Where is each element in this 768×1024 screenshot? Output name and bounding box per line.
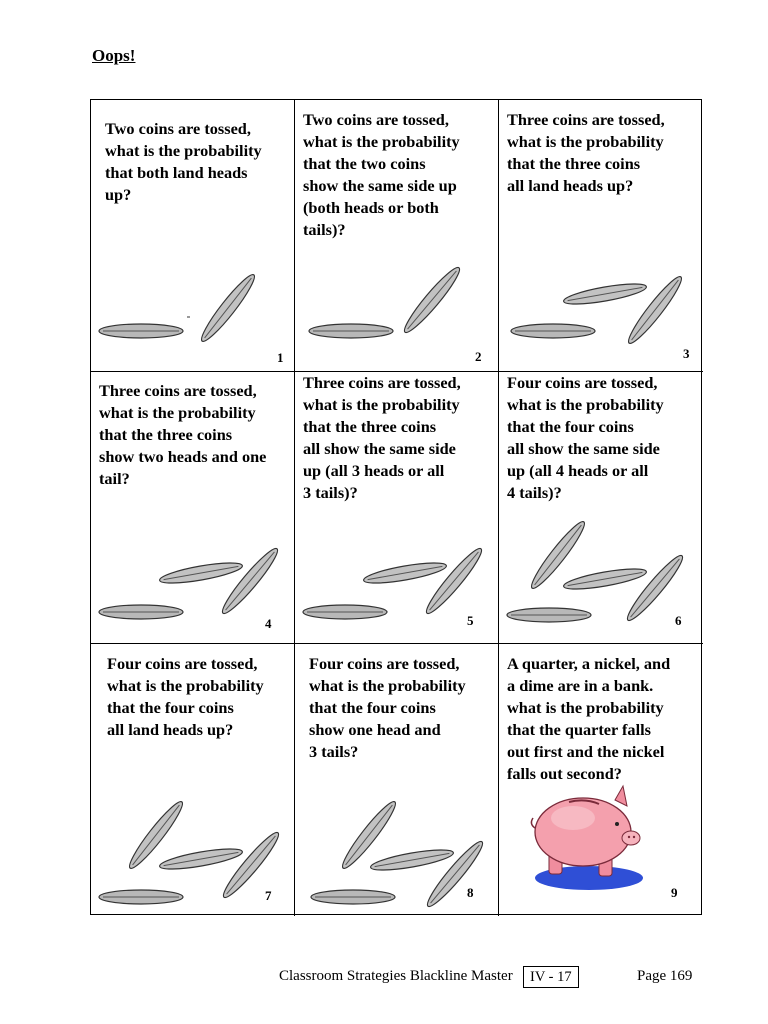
flat-coin [99,890,183,904]
tilted-coin [362,559,447,587]
tilted-coin [562,565,647,593]
tilted-coin [562,280,647,308]
card-4 [91,372,295,644]
footer-series: Classroom Strategies Blackline Master [279,968,513,984]
card-8 [295,644,499,916]
footer-code: IV - 17 [523,966,579,988]
flat-coin [311,890,395,904]
flat-coin [511,324,595,338]
card-3 [499,100,703,372]
flat-coin [99,605,183,619]
card-number: 9 [671,885,678,900]
tilted-coin [197,272,260,345]
card-question: A quarter, a nickel, and a dime are in a bank. what is the probability that the quarter falls out first and the nickel falls out second? [507,654,671,783]
coins-illustration [301,262,481,352]
card-question: Two coins are tossed, what is the probability that both land heads up? [105,119,262,204]
card-1 [91,100,295,372]
coins-illustration [95,542,285,632]
card-number: 6 [675,613,682,628]
card-question: Three coins are tossed, what is the probability that the three coins all land heads up? [507,110,665,195]
card-number: 4 [265,616,272,631]
tilted-coin [423,837,488,910]
coins-illustration [505,272,695,352]
tilted-coin [158,845,243,873]
card-question: Four coins are tossed, what is the probability that the four coins show one head and 3 tails? [309,654,466,761]
card-number: 7 [265,888,272,903]
card-6 [499,372,703,644]
card-7 [91,644,295,916]
card-number: 2 [475,349,482,364]
card-question: Four coins are tossed, what is the probability that the four coins all show the same side up (all 4 heads or all 4 tails)? [507,373,664,502]
tilted-coin [400,263,465,336]
flat-coin [309,324,393,338]
coins-illustration [95,272,275,352]
tilted-coin [422,544,487,617]
card-question: Three coins are tossed, what is the probability that the three coins all show the same side up (all 3 heads or all 3 tails)? [303,373,461,502]
page-title: Oops! [92,46,136,65]
card-grid [90,99,702,915]
flat-coin [507,608,591,622]
card-question: Two coins are tossed, what is the probability that the two coins show the same side up (both heads or both tails)? [303,110,460,239]
card-number: 8 [467,885,474,900]
tilted-coin [369,846,454,874]
card-2 [295,100,499,372]
card-question: Four coins are tossed, what is the probability that the four coins all land heads up? [107,654,264,739]
flat-coin [303,605,387,619]
tilted-coin [218,544,283,617]
card-question: Three coins are tossed, what is the probability that the three coins show two heads and one tail? [99,381,267,488]
coins-illustration [503,520,703,630]
card-9 [499,644,703,916]
flat-coin [99,324,183,338]
tilted-coin [219,828,284,901]
card-number: 1 [277,350,284,365]
piggy-bank-illustration [527,782,657,892]
card-5 [295,372,499,644]
card-number: 3 [683,346,690,361]
tilted-coin [158,559,243,587]
card-number: 5 [467,613,474,628]
footer-page-number: Page 169 [637,968,693,984]
